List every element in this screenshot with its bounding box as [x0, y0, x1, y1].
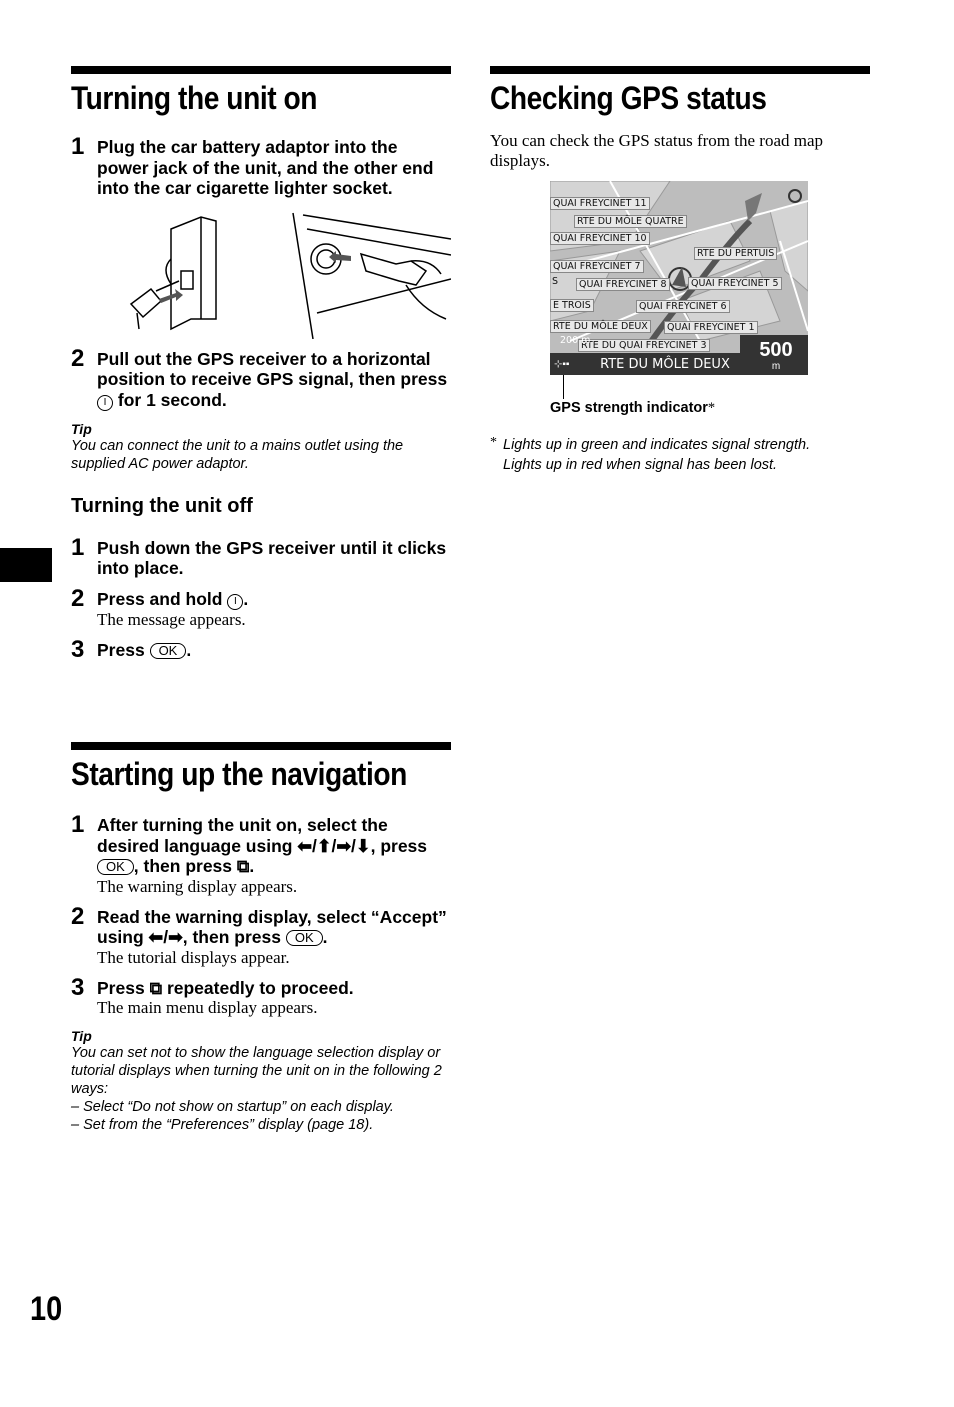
menu-icon: ⧉: [149, 977, 163, 998]
distance-value: 500: [759, 339, 793, 361]
indicator-pointer: [563, 375, 564, 399]
car-adaptor-illustration: [121, 209, 451, 339]
footnote: * Lights up in green and indicates signal strength. Lights up in red when signal has been lost.: [490, 435, 811, 473]
street-name: RTE DU MÔLE DEUX: [600, 357, 730, 372]
map-label: RTE DU PERTUIS: [694, 247, 777, 260]
section-title-turning-on: Turning the unit on: [71, 80, 318, 116]
map-label: RTE DU MÔLE QUATRE: [574, 215, 687, 228]
map-label: RTE DU MÔLE DEUX: [550, 320, 651, 333]
ok-button-icon: OK: [97, 859, 134, 875]
left-column: [71, 66, 451, 663]
map-label: QUAI FREYCINET 8: [576, 278, 670, 291]
map-label: QUAI FREYCINET 11: [550, 197, 650, 210]
page-number: 10: [30, 1290, 63, 1328]
arrow-keys-icon: ⬅/⬆/➡/⬇: [297, 835, 371, 856]
map-label: S: [552, 276, 559, 287]
figure-caption: GPS strength indicator*: [550, 400, 716, 416]
menu-icon: ⧉: [236, 856, 250, 876]
map-label: QUAI FREYCINET 1: [664, 321, 758, 334]
step-3: 3 Press OK .: [71, 635, 192, 663]
step-2: 2 Press and hold I . The message appears.: [71, 584, 249, 629]
step-2: 2 Read the warning display, select “Accept” using ⬅/➡, then press OK . The tutorial displays appear.: [71, 902, 447, 967]
map-label: QUAI FREYCINET 7: [550, 260, 644, 273]
intro-text: You can check the GPS status from the road map displays.: [490, 131, 824, 170]
section-rule: [71, 742, 451, 750]
left-right-arrows-icon: ⬅/➡: [148, 927, 183, 947]
ok-button-icon: OK: [150, 643, 187, 659]
right-column: [490, 66, 870, 475]
tip-box: Tip You can connect the unit to a mains outlet using the supplied AC power adaptor.: [71, 420, 404, 472]
power-icon: I: [227, 594, 243, 610]
step-3: 3 Press ⧉ repeatedly to proceed. The main menu display appears.: [71, 973, 354, 1017]
chapter-tab: [0, 548, 52, 582]
gps-strength-indicator-icon: ⊹▪▪: [554, 359, 570, 370]
section-rule: [71, 66, 451, 74]
ok-button-icon: OK: [286, 930, 323, 946]
map-label: QUAI FREYCINET 6: [636, 300, 730, 313]
section-rule: [490, 66, 870, 74]
distance-unit: m: [771, 361, 781, 372]
step-2: 2 Pull out the GPS receiver to a horizontal position to receive GPS signal, then press I for 1 second.: [71, 344, 448, 410]
map-label: QUAI FREYCINET 5: [688, 277, 782, 290]
power-icon: I: [97, 395, 113, 411]
step-1: 1 Plug the car battery adaptor into the power jack of the unit, and the other end into the car cigarette lighter socket.: [71, 133, 434, 198]
section-title-navigation: Starting up the navigation: [71, 756, 407, 792]
map-label: RTE DU QUAI FREYCINET 3: [578, 339, 710, 352]
map-label: QUAI FREYCINET 10: [550, 232, 650, 245]
subheading-turning-off: Turning the unit off: [71, 494, 253, 517]
step-1: 1 After turning the unit on, select the desired language using ⬅/⬆/➡/⬇, press OK , then press ⧉. The warning display appears.: [71, 811, 428, 896]
road-map-display: [550, 181, 808, 375]
scale-label: 200 m: [560, 335, 591, 346]
left-column-lower: [71, 742, 451, 1134]
step-1: 1 Push down the GPS receiver until it clicks into place.: [71, 533, 447, 578]
section-title-gps: Checking GPS status: [490, 80, 767, 116]
tip-box: Tip You can set not to show the language selection display or tutorial displays when turning the unit on in the following 2 ways: – Select “Do not show on startup” on each display. – Set from the “Preferences” display (page 18).: [71, 1028, 442, 1133]
map-label: E TROIS: [550, 299, 594, 312]
